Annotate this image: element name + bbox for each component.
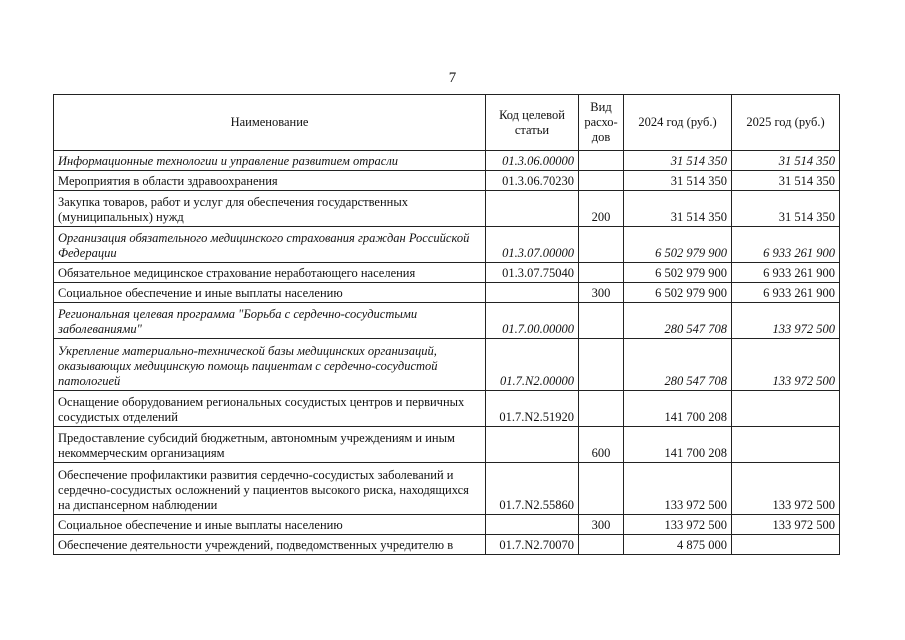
row-value-2024: 280 547 708 xyxy=(624,339,732,391)
row-code xyxy=(486,427,579,463)
table-body xyxy=(54,151,840,555)
row-value-2024: 133 972 500 xyxy=(624,515,732,535)
row-type xyxy=(579,303,624,339)
row-name: Оснащение оборудованием региональных сосудистых центров и первичных сосудистых отделений xyxy=(54,391,486,427)
row-value-2025: 133 972 500 xyxy=(732,515,840,535)
table-row xyxy=(54,427,840,463)
header-name: Наименование xyxy=(54,95,486,151)
row-value-2024: 4 875 000 xyxy=(624,535,732,555)
row-type: 300 xyxy=(579,515,624,535)
row-code: 01.7.00.00000 xyxy=(486,303,579,339)
row-code xyxy=(486,515,579,535)
row-value-2025 xyxy=(732,391,840,427)
table-row xyxy=(54,339,840,391)
row-name: Укрепление материально-технической базы медицинских организаций, оказывающих медицинскую помощь пациентам с сердечно-сосудистой патологией xyxy=(54,339,486,391)
row-code: 01.3.07.00000 xyxy=(486,227,579,263)
row-value-2024: 141 700 208 xyxy=(624,427,732,463)
row-type: 600 xyxy=(579,427,624,463)
table-row xyxy=(54,303,840,339)
row-value-2025: 6 933 261 900 xyxy=(732,263,840,283)
row-value-2025: 31 514 350 xyxy=(732,171,840,191)
table-header-row xyxy=(54,95,840,151)
row-type xyxy=(579,391,624,427)
row-type xyxy=(579,535,624,555)
row-code: 01.3.06.00000 xyxy=(486,151,579,171)
row-code xyxy=(486,283,579,303)
row-name: Информационные технологии и управление развитием отрасли xyxy=(54,151,486,171)
row-name: Социальное обеспечение и иные выплаты населению xyxy=(54,515,486,535)
table-row xyxy=(54,191,840,227)
row-value-2025: 31 514 350 xyxy=(732,151,840,171)
row-value-2024: 6 502 979 900 xyxy=(624,263,732,283)
row-value-2024: 6 502 979 900 xyxy=(624,227,732,263)
row-code: 01.7.N2.00000 xyxy=(486,339,579,391)
row-type: 300 xyxy=(579,283,624,303)
table-row xyxy=(54,283,840,303)
row-value-2025: 6 933 261 900 xyxy=(732,227,840,263)
row-type: 200 xyxy=(579,191,624,227)
row-value-2025 xyxy=(732,535,840,555)
row-value-2024: 31 514 350 xyxy=(624,151,732,171)
table-row xyxy=(54,263,840,283)
row-value-2025: 133 972 500 xyxy=(732,303,840,339)
row-name: Социальное обеспечение и иные выплаты населению xyxy=(54,283,486,303)
row-type xyxy=(579,339,624,391)
row-code: 01.3.07.75040 xyxy=(486,263,579,283)
row-value-2025: 31 514 350 xyxy=(732,191,840,227)
header-2025: 2025 год (руб.) xyxy=(732,95,840,151)
table-row xyxy=(54,535,840,555)
row-value-2024: 280 547 708 xyxy=(624,303,732,339)
table-row xyxy=(54,171,840,191)
row-type xyxy=(579,151,624,171)
row-value-2024: 31 514 350 xyxy=(624,171,732,191)
header-2024: 2024 год (руб.) xyxy=(624,95,732,151)
row-code: 01.7.N2.51920 xyxy=(486,391,579,427)
table-row xyxy=(54,515,840,535)
row-code: 01.3.06.70230 xyxy=(486,171,579,191)
budget-table xyxy=(53,94,840,555)
row-value-2024: 31 514 350 xyxy=(624,191,732,227)
row-value-2025 xyxy=(732,427,840,463)
row-name: Закупка товаров, работ и услуг для обеспечения государственных (муниципальных) нужд xyxy=(54,191,486,227)
row-name: Обеспечение профилактики развития сердечно-сосудистых заболеваний и сердечно-сосудистых осложнений у пациентов высокого риска, находящихся на диспансерном наблюдении xyxy=(54,463,486,515)
row-type xyxy=(579,171,624,191)
table-row xyxy=(54,463,840,515)
table-row xyxy=(54,227,840,263)
row-name: Региональная целевая программа "Борьба с сердечно-сосудистыми заболеваниями" xyxy=(54,303,486,339)
row-type xyxy=(579,263,624,283)
table-row xyxy=(54,151,840,171)
row-value-2025: 6 933 261 900 xyxy=(732,283,840,303)
row-name: Мероприятия в области здравоохранения xyxy=(54,171,486,191)
row-value-2025: 133 972 500 xyxy=(732,339,840,391)
row-type xyxy=(579,463,624,515)
table-row xyxy=(54,391,840,427)
row-code xyxy=(486,191,579,227)
row-name: Организация обязательного медицинского страхования граждан Российской Федерации xyxy=(54,227,486,263)
header-type: Вид расхо-дов xyxy=(579,95,624,151)
row-name: Обеспечение деятельности учреждений, подведомственных учредителю в xyxy=(54,535,486,555)
row-value-2024: 6 502 979 900 xyxy=(624,283,732,303)
row-type xyxy=(579,227,624,263)
row-name: Предоставление субсидий бюджетным, автономным учреждениям и иным некоммерческим организациям xyxy=(54,427,486,463)
row-value-2025: 133 972 500 xyxy=(732,463,840,515)
row-value-2024: 133 972 500 xyxy=(624,463,732,515)
row-code: 01.7.N2.70070 xyxy=(486,535,579,555)
header-code: Код целевой статьи xyxy=(486,95,579,151)
row-code: 01.7.N2.55860 xyxy=(486,463,579,515)
row-name: Обязательное медицинское страхование неработающего населения xyxy=(54,263,486,283)
page-number: 7 xyxy=(448,70,457,86)
row-value-2024: 141 700 208 xyxy=(624,391,732,427)
